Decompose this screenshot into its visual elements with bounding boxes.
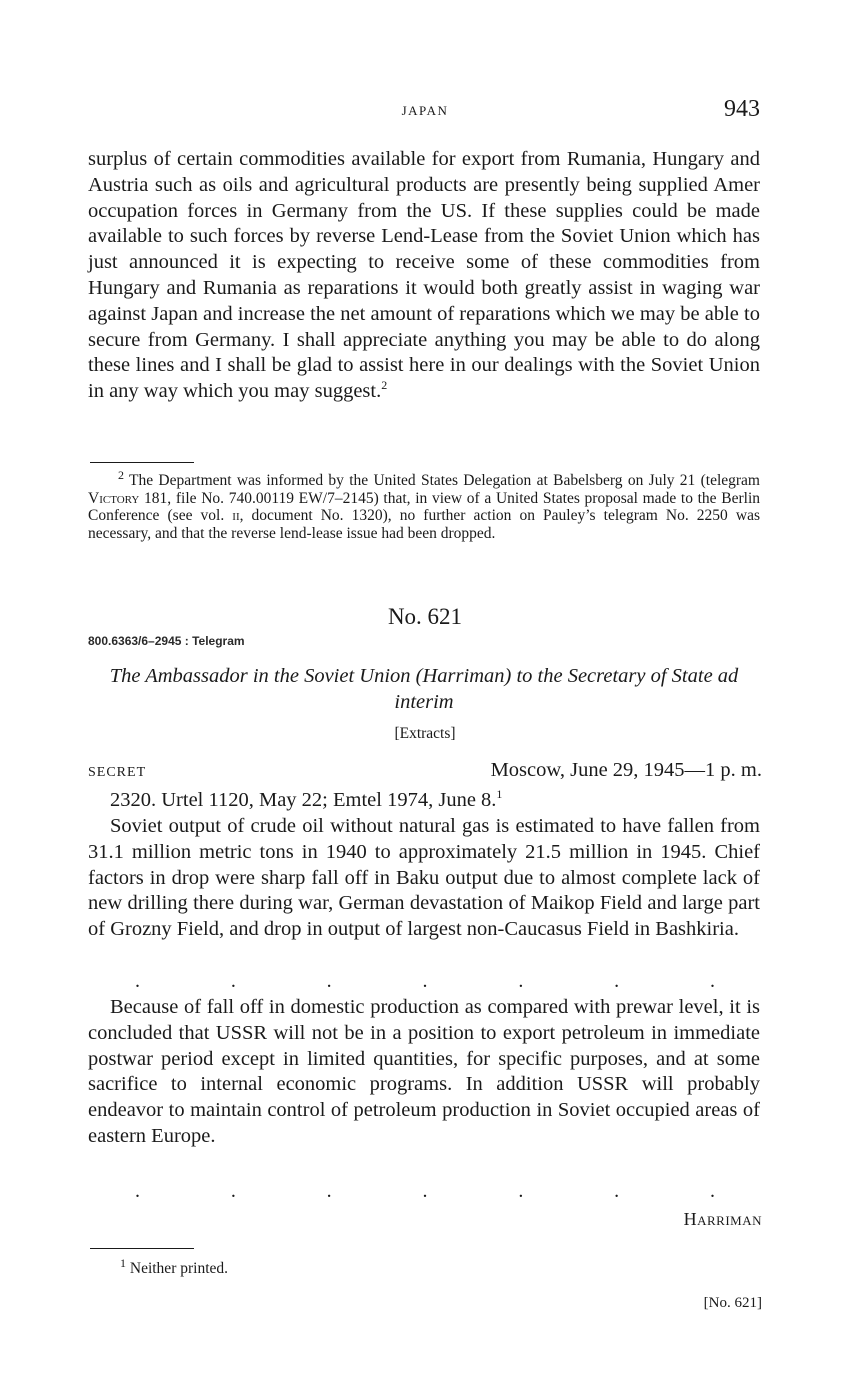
- continuation-paragraph: [88, 147, 760, 405]
- extracts-label: [Extracts]: [394, 725, 456, 742]
- dateline: Moscow, June 29, 1945—1 p. m.: [490, 759, 762, 781]
- ellipsis-dot: .: [709, 970, 715, 992]
- footnote-ref-1[interactable]: 1: [496, 787, 503, 802]
- footnote-separator: [90, 1248, 194, 1249]
- footnote-ref-2[interactable]: 2: [381, 378, 388, 393]
- ellipsis-dot: .: [709, 1180, 715, 1202]
- signature: Harriman: [683, 1209, 762, 1229]
- paragraph-soviet-output: Soviet output of crude oil without natural gas is estimated to have fallen from 31.1 million metric tons in 1940 to approximately 21.5 million in 1945. Chief factors in drop were sharp fall off in Baku output due to almost complete lack of new drilling there during war, German devastation of Maikop Field and large part of Grozny Field, and drop in output of largest non-Caucasus Field in Bashkiria.: [88, 815, 760, 941]
- paragraph-domestic-production: Because of fall off in domestic production as compared with prewar level, it is concluded that USSR will not be in a position to export petroleum in immediate postwar period except in limited quantities, for specific purposes, and at some sacrifice to internal economic programs. In addition USSR will probably endeavor to maintain control of petroleum production in Soviet occupied areas of eastern Europe.: [88, 996, 760, 1147]
- ellipsis-dot: .: [518, 970, 524, 992]
- document-number-bracket: [No. 621]: [703, 1295, 762, 1311]
- footnote-text: The Department was informed by the United States Delegation at Babelsberg on July 21 (telegram: [129, 472, 760, 489]
- ellipsis-dot: .: [135, 1180, 140, 1202]
- file-reference: 800.6363/6–2945 : Telegram: [88, 634, 245, 648]
- telegram-name: Victory: [88, 489, 140, 507]
- footnote-text: Neither printed.: [129, 1260, 229, 1277]
- ellipsis-dot: .: [614, 1180, 620, 1202]
- ellipsis-dot: .: [135, 970, 140, 992]
- ellipsis-row: [135, 1181, 715, 1201]
- running-head: JAPAN: [401, 103, 449, 118]
- footnote-text: , document No. 1320), no further action on Pauley’s telegram No. 2250 was necessary, and that the reverse lend-lease issue had been dropped.: [88, 507, 760, 542]
- footnote-separator: [90, 462, 194, 463]
- footnote-marker: 2: [118, 467, 124, 482]
- ellipsis-dot: .: [518, 1180, 524, 1202]
- ellipsis-dot: .: [326, 970, 332, 992]
- ellipsis-dot: .: [326, 1180, 332, 1202]
- paragraph-2320: [88, 788, 760, 814]
- ellipsis-dot: .: [230, 1180, 236, 1202]
- ellipsis-dot: .: [422, 1180, 428, 1202]
- ellipsis-row: [135, 971, 715, 991]
- document-number: No. 621: [387, 604, 463, 629]
- document-title: The Ambassador in the Soviet Union (Harriman) to the Secretary of State ad interim: [109, 665, 739, 713]
- classification-label: SECRET: [88, 765, 147, 780]
- volume-ref: ii: [232, 507, 240, 525]
- footnote-1: [120, 1255, 420, 1278]
- page-number: 943: [724, 96, 760, 122]
- ellipsis-dot: .: [614, 970, 620, 992]
- continuation-text: surplus of certain commodities available for export from Rumania, Hungary and Austria such as oils and agricultural products are presently being supplied Amer occupation forces in Germany from the US. If these supplies could be made available to such forces by reverse Lend-Lease from the Soviet Union which has just announced it is expecting to receive some of these commodities from Hungary and Rumania as reparations it would both greatly assist in waging war against Japan and increase the net amount of reparations which we may be able to secure from Germany. I shall appreciate anything you may be able to do along these lines and I shall be glad to assist here in our dealings with the Soviet Union in any way which you may suggest.: [88, 148, 760, 403]
- paragraph-text: 2320. Urtel 1120, May 22; Emtel 1974, June 8.: [110, 789, 497, 811]
- ellipsis-dot: .: [230, 970, 236, 992]
- footnote-text: 181, file No. 740.00119 EW/7–2145) that, in view of a United States proposal made to the Berlin Conference (see vol.: [88, 489, 760, 525]
- footnote-marker: 1: [120, 1255, 126, 1270]
- footnote-2: [88, 467, 760, 542]
- ellipsis-dot: .: [422, 970, 428, 992]
